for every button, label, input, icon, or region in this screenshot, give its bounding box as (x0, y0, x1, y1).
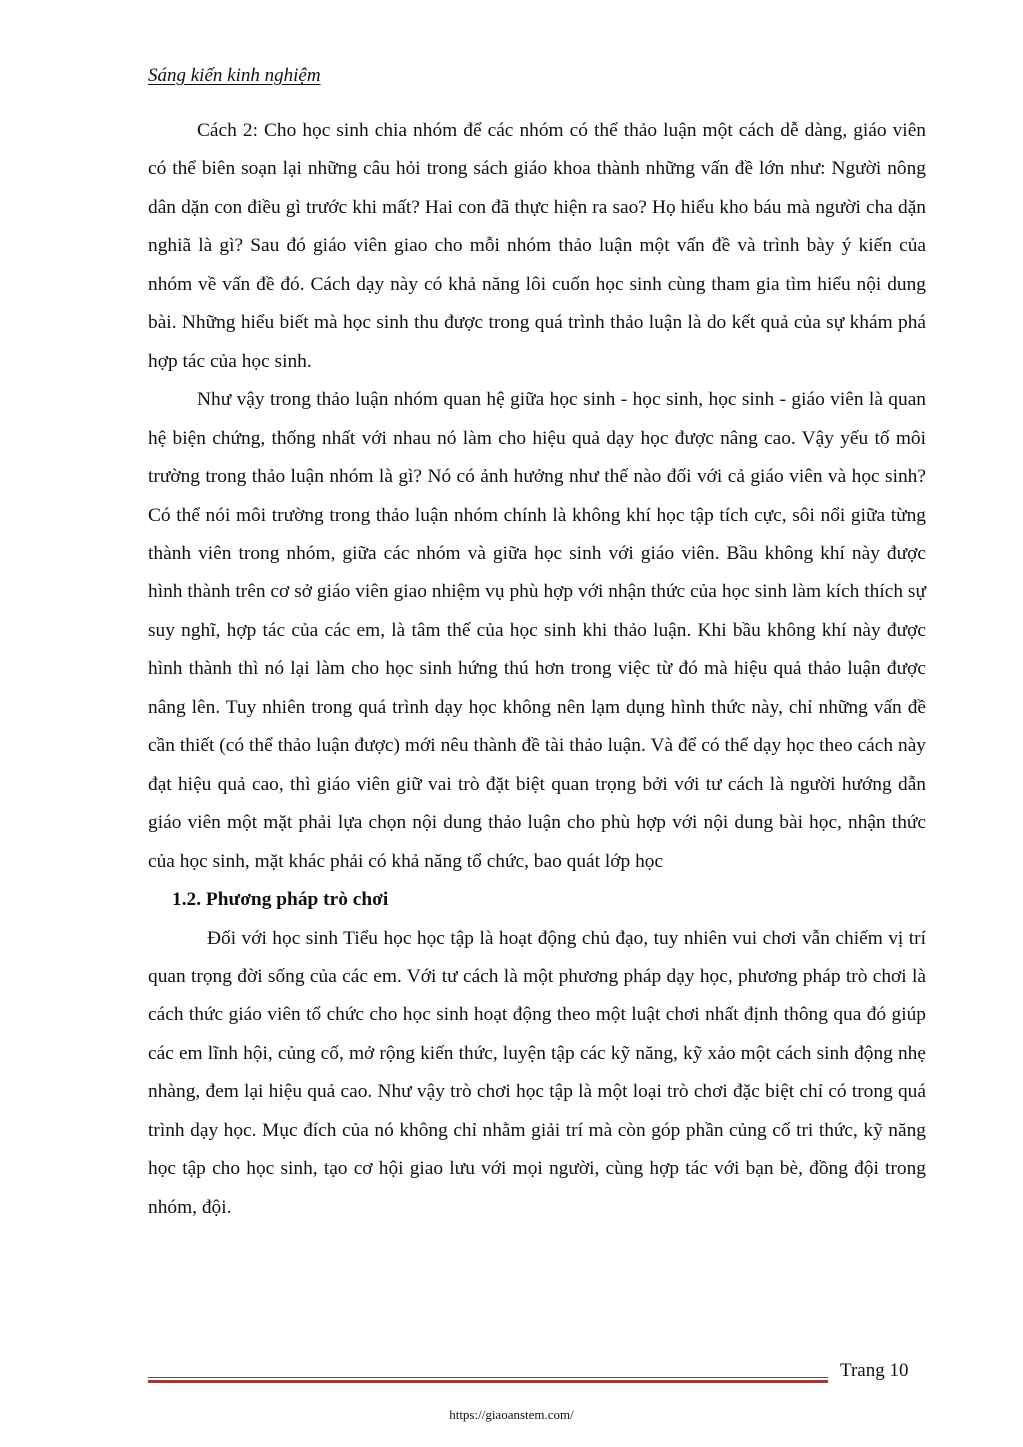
footer-double-rule (148, 1377, 828, 1383)
section-heading: 1.2. Phương pháp trò chơi (172, 889, 389, 911)
paragraph-discussion-environment: Như vậy trong thảo luận nhóm quan hệ giữa học sinh - học sinh, học sinh - giáo viên là quan hệ biện chứng, thống nhất với nhau nó làm cho hiệu quả dạy học được nâng cao. Vậy yếu tố môi trường trong thảo luận nhóm là gì? Nó có ảnh hưởng như thế nào đối với cả giáo viên và học sinh? Có thể nói môi trường trong thảo luận nhóm chính là không khí học tập tích cực, sôi nổi giữa từng thành viên trong nhóm, giữa các nhóm và giữa học sinh với giáo viên. Bầu không khí này được hình thành trên cơ sở giáo viên giao nhiệm vụ phù hợp với nhận thức của học sinh làm kích thích sự suy nghĩ, hợp tác của các em, là tâm thế của học sinh khi thảo luận. Khi bầu không khí này được hình thành thì nó lại làm cho học sinh hứng thú hơn trong việc từ đó mà hiệu quả thảo luận được nâng lên. Tuy nhiên trong quá trình dạy học không nên lạm dụng hình thức này, chỉ những vấn đề cần thiết (có thể thảo luận được) mới nêu thành đề tài thảo luận. Và để có thể dạy học theo cách này đạt hiệu quả cao, thì giáo viên giữ vai trò đặt biệt quan trọng bởi với tư cách là người hướng dẫn giáo viên một mặt phải lựa chọn nội dung thảo luận cho phù hợp với nội dung bài học, nhận thức của học sinh, mặt khác phải có khả năng tổ chức, bao quát lớp học (148, 389, 926, 872)
page-number: Trang 10 (840, 1360, 909, 1381)
footer-rule-thick (148, 1380, 828, 1383)
footer-rule-thin (148, 1377, 828, 1378)
paragraph-game-method: Đối với học sinh Tiểu học học tập là hoạt động chủ đạo, tuy nhiên vui chơi vẫn chiếm vị trí quan trọng đời sống của các em. Với tư cách là một phương pháp dạy học, phương pháp trò chơi là cách thức giáo viên tổ chức cho học sinh hoạt động theo một luật chơi nhất định thông qua đó giúp các em lĩnh hội, củng cố, mở rộng kiến thức, luyện tập các kỹ năng, kỹ xảo một cách sinh động nhẹ nhàng, đem lại hiệu quả cao. Như vậy trò chơi học tập là một loại trò chơi đặc biệt chỉ có trong quá trình dạy học. Mục đích của nó không chỉ nhằm giải trí mà còn góp phần củng cố tri thức, kỹ năng học tập cho học sinh, tạo cơ hội giao lưu với mọi người, cùng hợp tác với bạn bè, đồng đội trong nhóm, đội. (148, 927, 926, 1218)
paragraph-group-discussion-method: Cách 2: Cho học sinh chia nhóm để các nhóm có thể thảo luận một cách dễ dàng, giáo viên có thể biên soạn lại những câu hỏi trong sách giáo khoa thành những vấn đề lớn như: Người nông dân dặn con điều gì trước khi mất? Hai con đã thực hiện ra sao? Họ hiểu kho báu mà người cha dặn nghiã là gì? Sau đó giáo viên giao cho mỗi nhóm thảo luận một vấn đề và trình bày ý kiến của nhóm về vấn đề đó. Cách dạy này có khả năng lôi cuốn học sinh cùng tham gia tìm hiểu nội dung bài. Những hiểu biết mà học sinh thu được trong quá trình thảo luận là do kết quả của sự khám phá hợp tác của học sinh. (148, 120, 926, 372)
page-body (148, 112, 926, 1227)
running-header: Sáng kiến kinh nghiệm (148, 65, 321, 86)
source-url-link[interactable]: https://giaoanstem.com/ (449, 1407, 574, 1422)
